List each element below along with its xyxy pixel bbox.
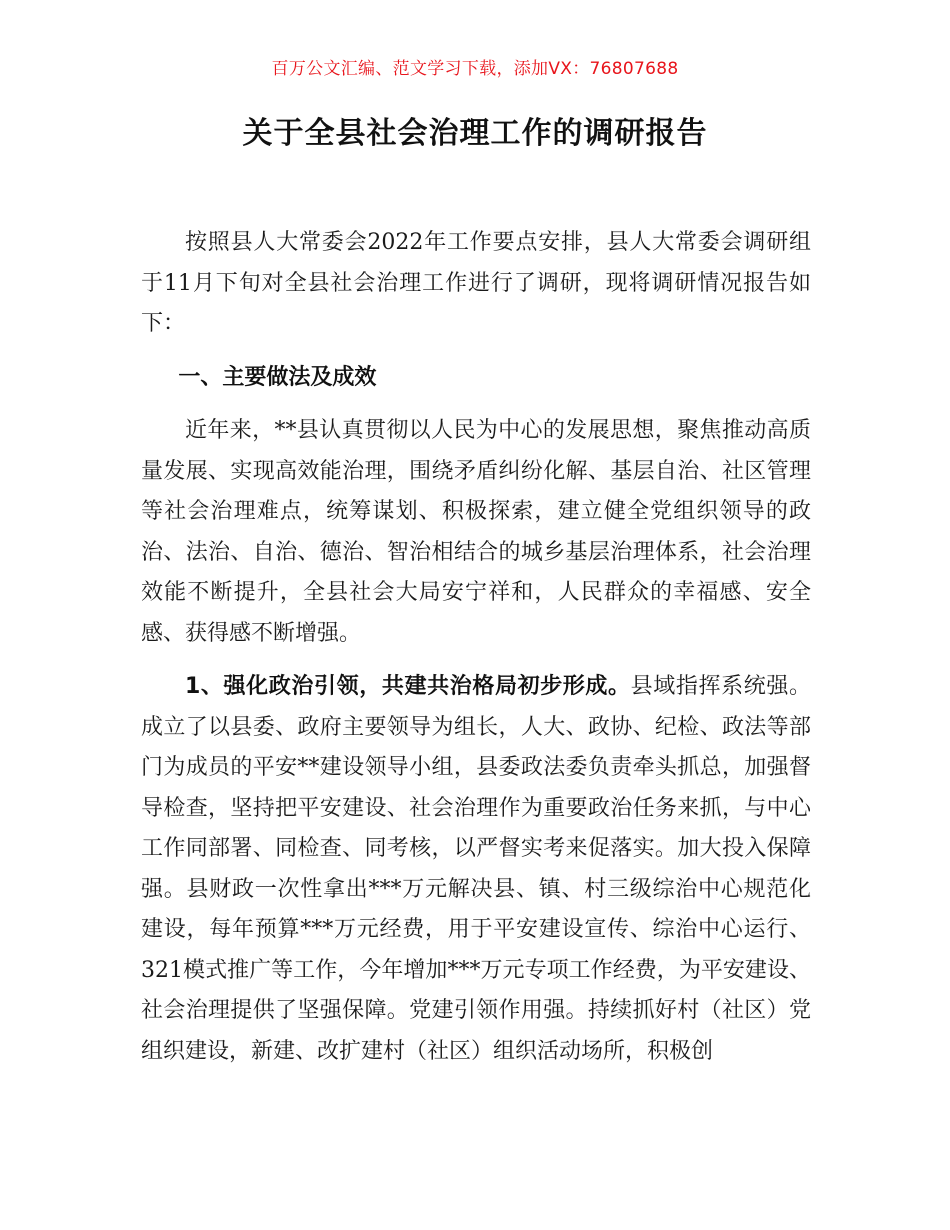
section-heading: 一、主要做法及成效 — [178, 364, 377, 390]
item-lead: 1、强化政治引领，共建共治格局初步形成。 — [185, 674, 631, 699]
section-paragraph: 近年来，**县认真贯彻以人民为中心的发展思想，聚焦推动高质量发展、实现高效能治理，围绕矛盾纠纷化解、基层自治、社区管理等社会治理难点，统筹谋划、积极探索，建立健全党组织领导的政治、法治、自治、德治、智治相结合的城乡基层治理体系，社会治理效能不断提升，全县社会大局安宁祥和，人民群众的幸福感、安全感、获得感不断增强。 — [141, 418, 811, 646]
download-notice: 百万公文汇编、范文学习下载，添加VX：76807688 — [271, 59, 679, 79]
intro-paragraph: 按照县人大常委会2022年工作要点安排，县人大常委会调研组于11月下旬对全县社会治理工作进行了调研，现将调研情况报告如下： — [141, 230, 811, 336]
item-body: 县域指挥系统强。成立了以县委、政府主要领导为组长，人大、政协、纪检、政法等部门为成员的平安**建设领导小组，县委政法委负责牵头抓总，加强督导检查，坚持把平安建设、社会治理作为重要政治任务来抓，与中心工作同部署、同检查、同考核，以严督实考来促落实。加大投入保障强。县财政一次性拿出***万元解决县、镇、村三级综治中心规范化建设，每年预算***万元经费，用于平安建设宣传、综治中心运行、321模式推广等工作，今年增加***万元专项工作经费，为平安建设、社会治理提供了坚强保障。党建引领作用强。持续抓好村（社区）党组织建设，新建、改扩建村（社区）组织活动场所，积极创 — [141, 674, 811, 1064]
item-paragraph — [141, 667, 811, 1072]
page-title: 关于全县社会治理工作的调研报告 — [242, 116, 708, 151]
document-body — [141, 223, 811, 1072]
